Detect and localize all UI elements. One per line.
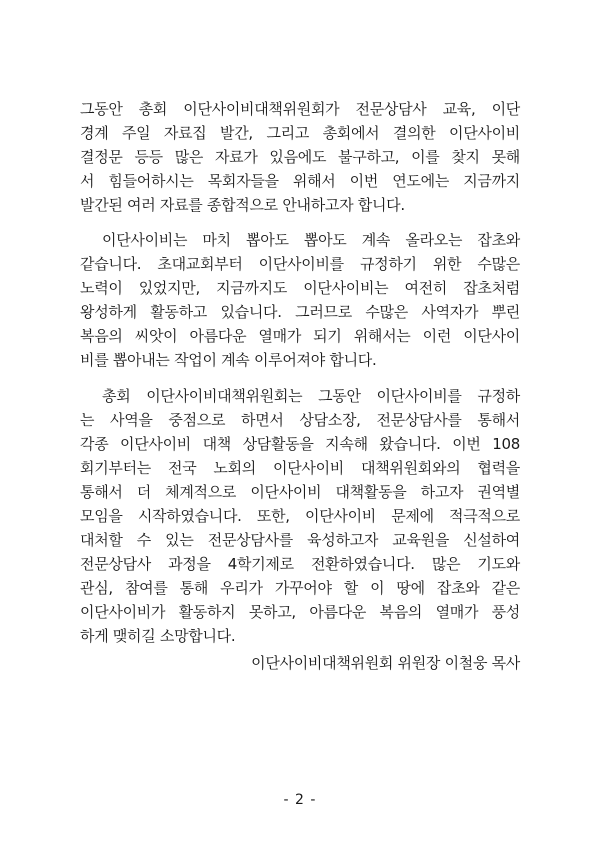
- paragraph-line: 이단사이비가 활동하지 못하고, 아름다운 복음의 열매가 풍성: [80, 603, 520, 621]
- paragraph-line: 서 힘들어하시는 목회자들을 위해서 이번 연도에는 지금까지: [80, 172, 520, 190]
- paragraph-2: [80, 228, 520, 372]
- paragraph-line: 복음의 씨앗이 아름다운 열매가 되기 위해서는 이런 이단사이: [80, 327, 520, 345]
- paragraph-line: 하게 맺히길 소망합니다.: [80, 627, 236, 645]
- paragraph-line: 발간된 여러 자료를 종합적으로 안내하고자 합니다.: [80, 196, 405, 214]
- paragraph-line: 노력이 있었지만, 지금까지도 이단사이비는 여전히 잡초처럼: [80, 279, 520, 297]
- signature: 이단사이비대책위원회 위원장 이철웅 목사: [251, 654, 520, 672]
- page-number: - 2 -: [283, 792, 317, 808]
- paragraph-1: [80, 97, 520, 217]
- paragraph-line: 관심, 참여를 통해 우리가 가꾸어야 할 이 땅에 잡초와 같은: [80, 579, 520, 597]
- paragraph-line: 대처할 수 있는 전문상담사를 육성하고자 교육원을 신설하여: [80, 531, 520, 549]
- paragraph-line: 총회 이단사이비대책위원회는 그동안 이단사이비를 규정하: [102, 387, 520, 405]
- paragraph-line: 각종 이단사이비 대책 상담활동을 지속해 왔습니다. 이번 108: [80, 435, 520, 453]
- paragraph-line: 통해서 더 체계적으로 이단사이비 대책활동을 하고자 권역별: [80, 483, 520, 501]
- paragraph-line: 전문상담사 과정을 4학기제로 전환하였습니다. 많은 기도와: [80, 555, 520, 573]
- paragraph-line: 경계 주일 자료집 발간, 그리고 총회에서 결의한 이단사이비: [80, 124, 520, 142]
- paragraph-line: 는 사역을 중점으로 하면서 상담소장, 전문상담사를 통해서: [80, 411, 520, 429]
- paragraph-line: 회기부터는 전국 노회의 이단사이비 대책위원회와의 협력을: [80, 459, 520, 477]
- paragraph-line: 왕성하게 활동하고 있습니다. 그러므로 수많은 사역자가 뿌린: [80, 303, 520, 321]
- paragraph-3: [80, 384, 520, 648]
- paragraph-line: 모임을 시작하였습니다. 또한, 이단사이비 문제에 적극적으로: [80, 507, 520, 525]
- paragraph-line: 결정문 등등 많은 자료가 있음에도 불구하고, 이를 찾지 못해: [80, 148, 520, 166]
- paragraph-line: 이단사이비는 마치 뽑아도 뽑아도 계속 올라오는 잡초와: [102, 231, 520, 249]
- paragraph-line: 그동안 총회 이단사이비대책위원회가 전문상담사 교육, 이단: [80, 100, 520, 118]
- paragraph-line: 같습니다. 초대교회부터 이단사이비를 규정하기 위한 수많은: [80, 255, 520, 273]
- paragraph-line: 비를 뽑아내는 작업이 계속 이루어져야 합니다.: [80, 351, 377, 369]
